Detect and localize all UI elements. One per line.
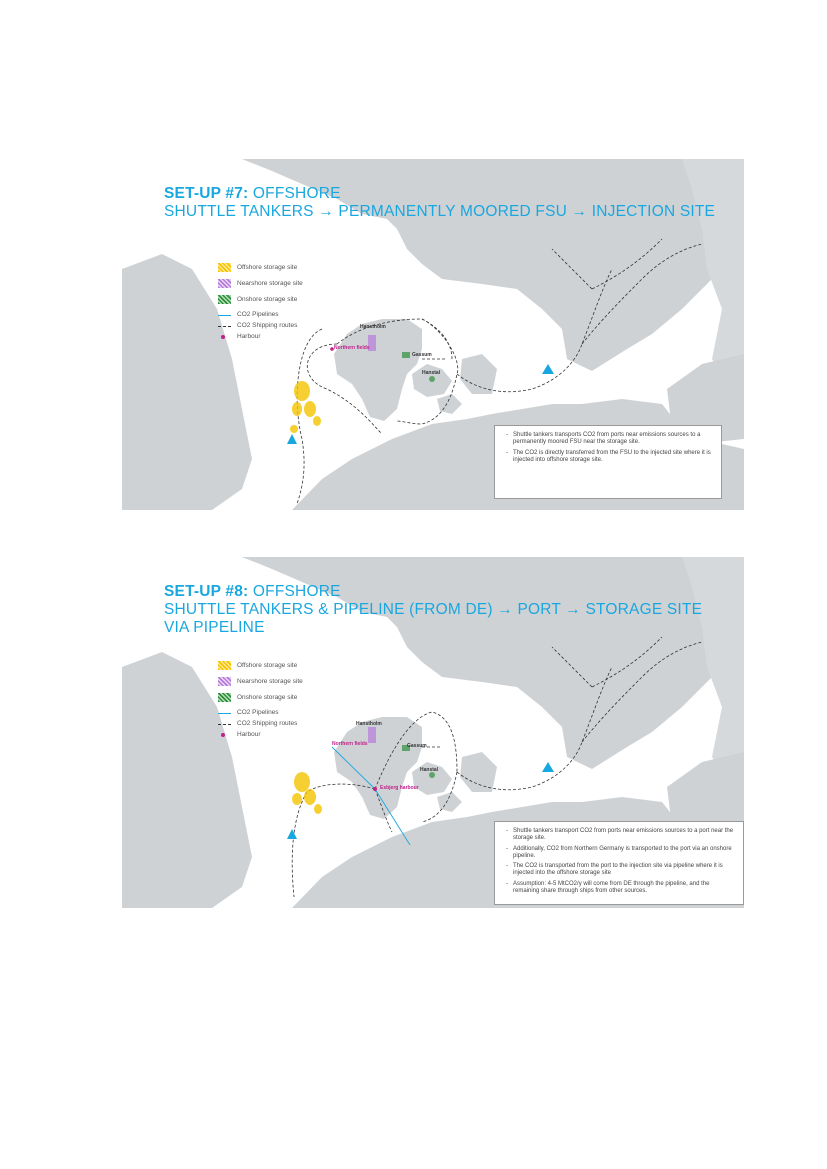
legend-pipelines: CO2 Pipelines xyxy=(237,709,279,716)
legend-harbour: Harbour xyxy=(237,731,261,738)
setup-8-slide xyxy=(122,557,744,908)
info-bullet: - The CO2 is directly transferred from the FSU to the injected site where it is injected into offshore storage site. xyxy=(513,450,713,465)
slide-subtitle-2: VIA PIPELINE xyxy=(164,619,265,636)
shipping-arrow-icon xyxy=(218,326,231,327)
legend-nearshore: Nearshore storage site xyxy=(237,280,303,287)
offshore-swatch xyxy=(218,661,231,670)
info-bullet: - Shuttle tankers transport CO2 from ports near emissions sources to a port near the storage site. xyxy=(513,828,735,843)
legend-offshore: Offshore storage site xyxy=(237,264,298,271)
offshore-swatch xyxy=(218,263,231,272)
label-gassum: Gassum xyxy=(412,352,432,358)
pipeline-arrow-icon xyxy=(218,315,231,316)
slide-title: SET-UP #8: OFFSHORE xyxy=(164,583,341,600)
shipping-arrow-icon xyxy=(218,724,231,725)
legend-shipping: CO2 Shipping routes xyxy=(237,720,298,727)
info-box xyxy=(494,425,722,499)
slide-subtitle: SHUTTLE TANKERS & PIPELINE (FROM DE) → PORT → STORAGE SITE xyxy=(164,601,703,618)
label-northern-fields: Northern fields xyxy=(334,345,370,351)
legend-nearshore: Nearshore storage site xyxy=(237,678,303,685)
label-hanstal: Hanstal xyxy=(420,767,439,773)
harbour-dot-icon xyxy=(221,733,225,737)
nearshore-swatch xyxy=(218,279,231,288)
legend-harbour: Harbour xyxy=(237,333,261,340)
label-hanstholm: Hanstholm xyxy=(356,721,382,727)
harbour-dot-icon xyxy=(221,335,225,339)
info-box xyxy=(494,821,744,905)
legend-onshore: Onshore storage site xyxy=(237,694,298,701)
label-esbjerg-harbour: Esbjerg harbour xyxy=(380,785,419,791)
slide-subtitle: SHUTTLE TANKERS → PERMANENTLY MOORED FSU → INJECTION SITE xyxy=(164,203,716,220)
legend-pipelines: CO2 Pipelines xyxy=(237,311,279,318)
label-gassum: Gassum xyxy=(407,743,427,749)
info-bullet: - Shuttle tankers transports CO2 from ports near emissions sources to a permanently moored FSU near the storage site. xyxy=(513,432,713,447)
onshore-swatch xyxy=(218,295,231,304)
label-hanstholm: Hanstholm xyxy=(360,324,386,330)
legend-shipping: CO2 Shipping routes xyxy=(237,322,298,329)
legend-onshore: Onshore storage site xyxy=(237,296,298,303)
slide-title: SET-UP #7: OFFSHORE xyxy=(164,185,341,202)
legend-offshore: Offshore storage site xyxy=(237,662,298,669)
label-hanstal: Hanstal xyxy=(422,370,441,376)
setup-7-slide xyxy=(122,159,744,510)
info-bullet: - Additionally, CO2 from Northern Germany is transported to the port via an onshore pipeline. xyxy=(513,846,735,861)
label-northern-fields: Northern fields xyxy=(332,741,368,747)
info-bullet: - The CO2 is transported from the port to the injection site via pipeline where it is injected into the offshore storage site xyxy=(513,863,735,878)
info-bullet: - Assumption: 4-5 MtCO2/y will come from DE through the pipeline, and the remaining share through ships from other sources. xyxy=(513,881,735,896)
pipeline-arrow-icon xyxy=(218,713,231,714)
nearshore-swatch xyxy=(218,677,231,686)
onshore-swatch xyxy=(218,693,231,702)
